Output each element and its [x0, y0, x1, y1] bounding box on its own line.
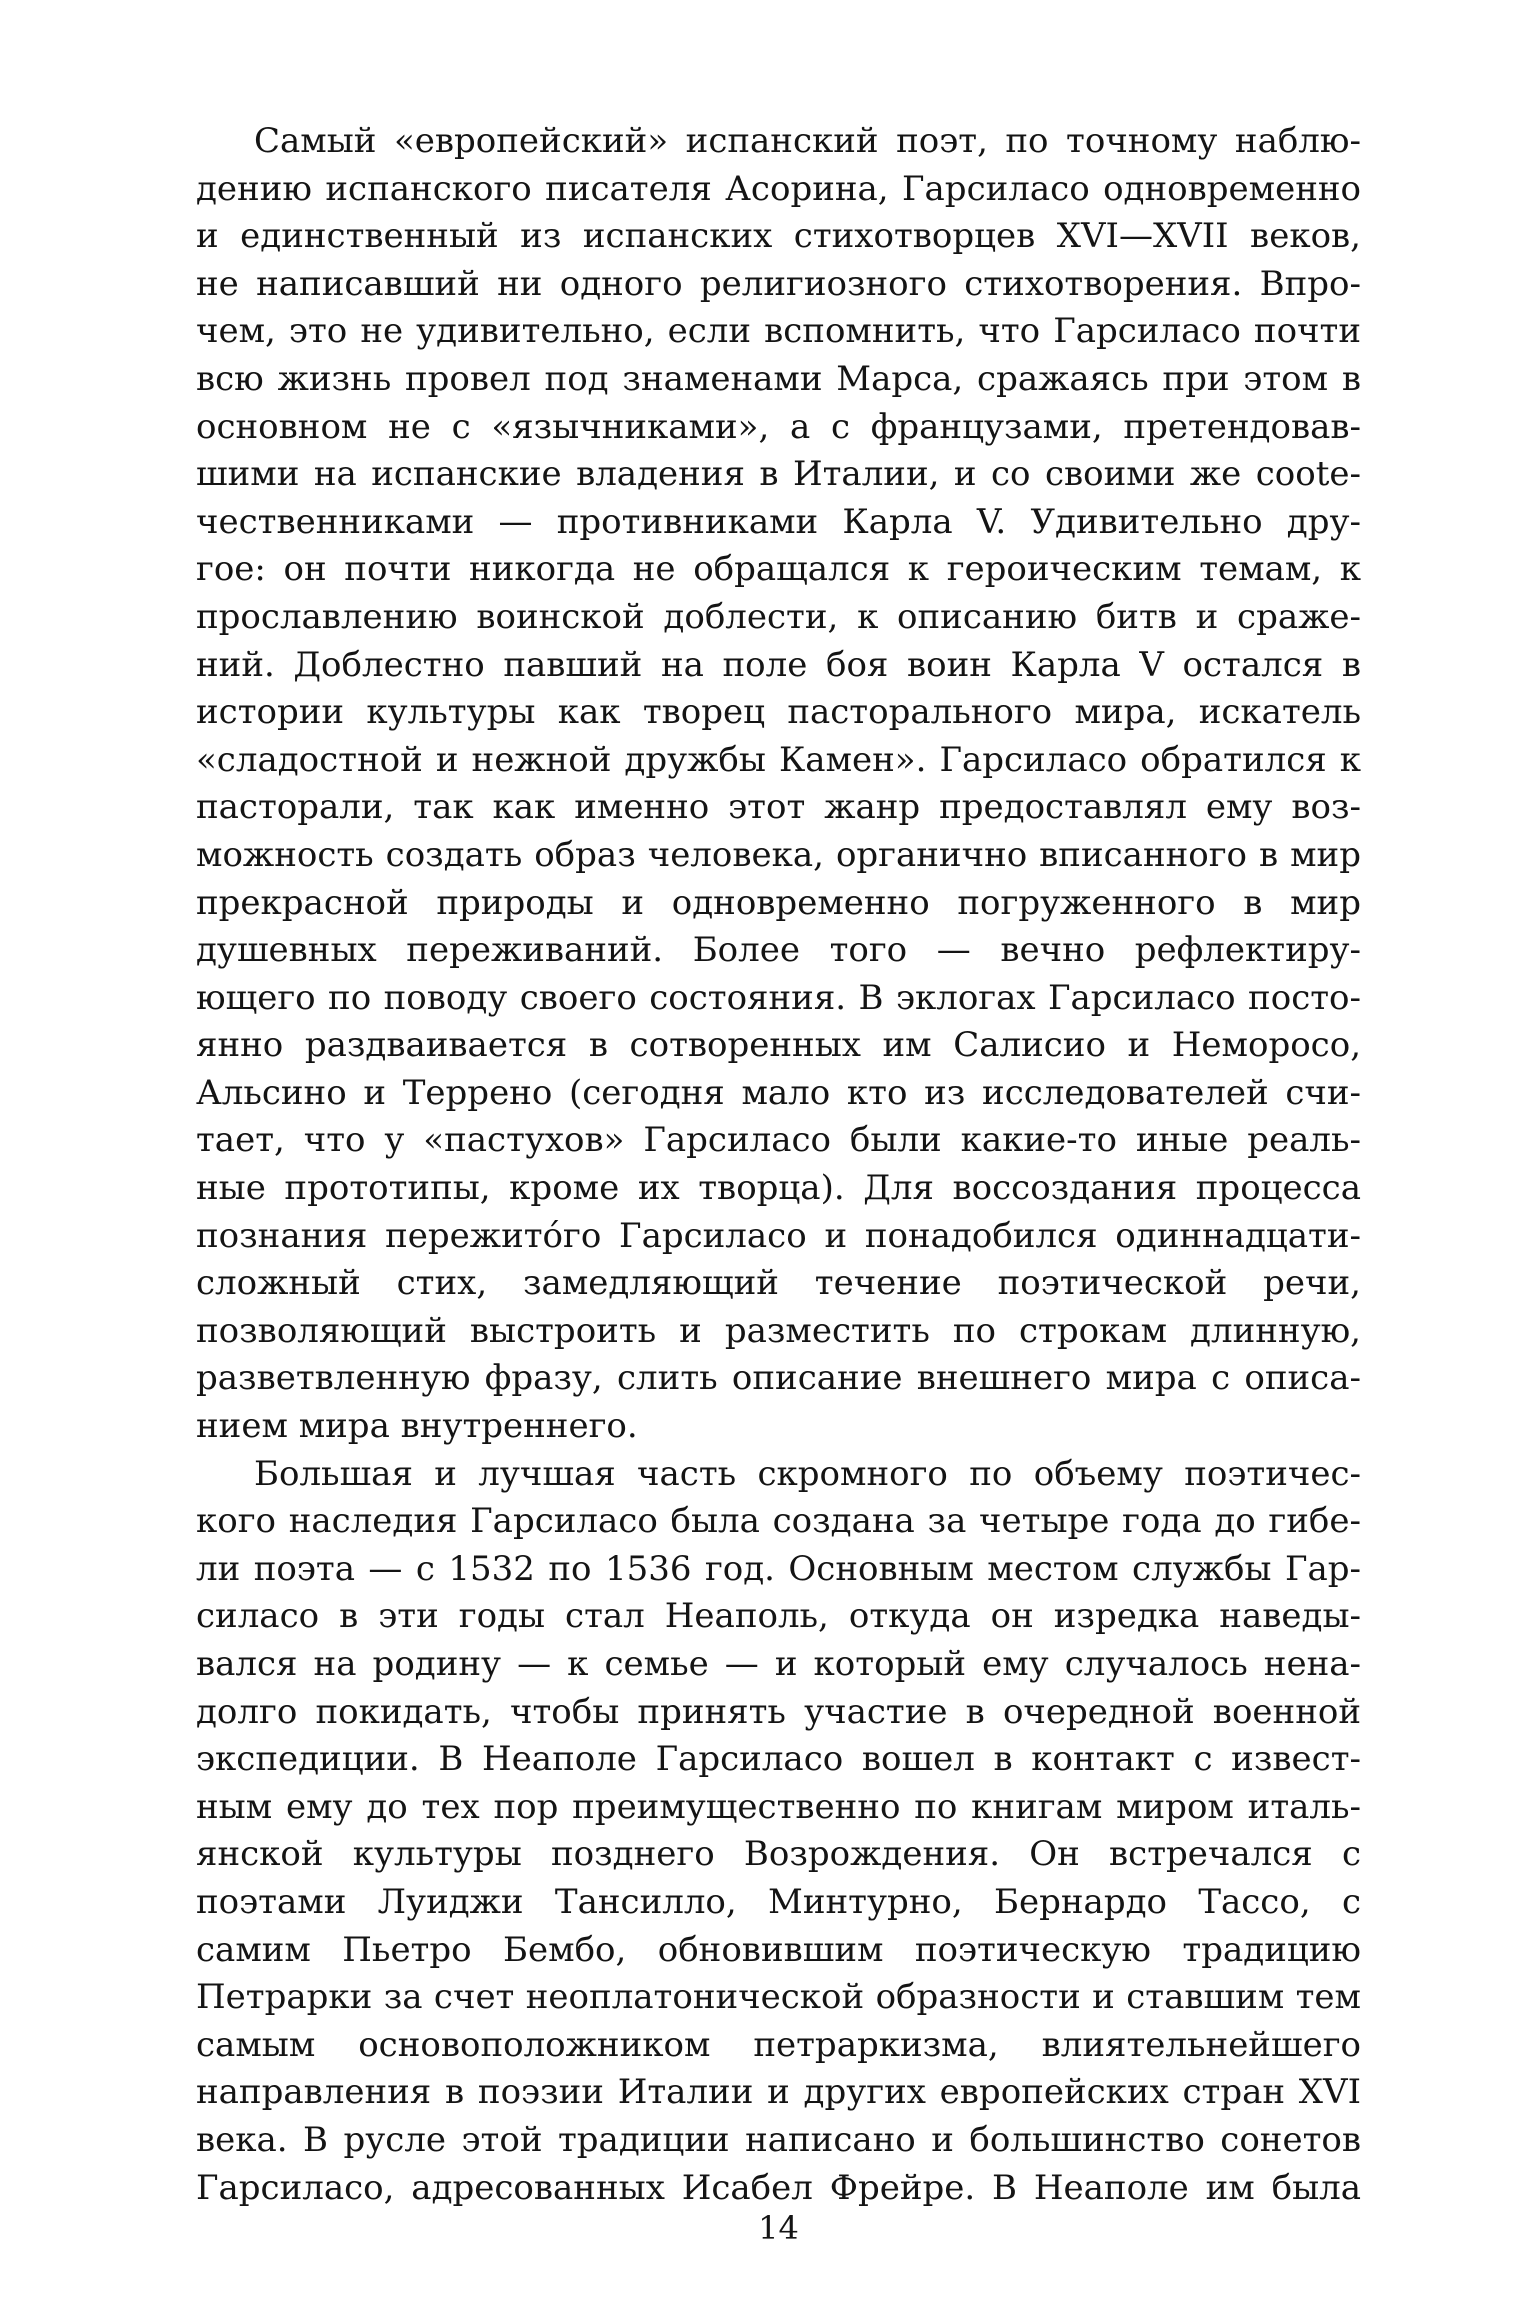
text-line: ний. Доблестно павший на поле боя воин Карла V остался в	[196, 644, 1361, 685]
text-line: всю жизнь провел под знаменами Марса, сражаясь при этом в	[196, 358, 1361, 399]
text-line: можность создать образ человека, органично вписанного в мир	[196, 834, 1361, 875]
text-line: душевных переживаний. Более того — вечно рефлектиру-	[196, 930, 1361, 971]
text-line: сложный стих, замедляющий течение поэтической речи,	[196, 1263, 1361, 1304]
text-line: силасо в эти годы стал Неаполь, откуда он изредка наведы-	[196, 1596, 1361, 1637]
text-line: Большая и лучшая часть скромного по объему поэтичес-	[254, 1453, 1361, 1494]
text-line: кого наследия Гарсиласо была создана за четыре года до гибе-	[196, 1501, 1361, 1542]
text-line: самым основоположником петраркизма, влиятельнейшего	[196, 2024, 1361, 2065]
text-line: янно раздваивается в сотворенных им Салисио и Неморосо,	[196, 1025, 1361, 1066]
text-line: направления в поэзии Италии и других европейских стран XVI	[196, 2072, 1361, 2113]
text-line: ющего по поводу своего состояния. В эклогах Гарсиласо посто-	[196, 977, 1361, 1018]
text-line: гое: он почти никогда не обращался к героическим темам, к	[196, 549, 1361, 590]
text-line: чественниками — противниками Карла V. Удивительно дру-	[196, 501, 1361, 542]
text-line: чем, это не удивительно, если вспомнить, что Гарсиласо почти	[196, 311, 1361, 352]
book-page	[196, 118, 1361, 2247]
text-line: позволяющий выстроить и разместить по строкам длинную,	[196, 1310, 1361, 1351]
text-line: ли поэта — с 1532 по 1536 год. Основным местом службы Гар-	[196, 1548, 1361, 1589]
text-line: прекрасной природы и одновременно погруженного в мир	[196, 882, 1361, 923]
text-line: самим Пьетро Бембо, обновившим поэтическую традицию	[196, 1929, 1361, 1970]
page-number: 14	[758, 2209, 799, 2247]
text-line: нием мира внутреннего.	[196, 1406, 638, 1447]
text-line: основном не с «язычниками», а с французами, претендовав-	[196, 406, 1361, 447]
text-line: ные прототипы, кроме их творца). Для воссоздания процесса	[196, 1168, 1361, 1209]
text-line: дению испанского писателя Асорина, Гарсиласо одновременно	[196, 168, 1361, 209]
text-line: тает, что у «пастухов» Гарсиласо были какие-то иные реаль-	[196, 1120, 1361, 1161]
text-line: познания пережитóго Гарсиласо и понадобился одиннадцати-	[196, 1215, 1361, 1256]
text-line: «сладостной и нежной дружбы Камен». Гарсиласо обратился к	[196, 739, 1361, 780]
text-line: не написавший ни одного религиозного стихотворения. Впро-	[196, 263, 1361, 304]
text-column	[196, 118, 1361, 2212]
text-line: Самый «европейский» испанский поэт, по точному наблю-	[254, 121, 1361, 161]
text-line: экспедиции. В Неаполе Гарсиласо вошел в контакт с извест-	[196, 1739, 1361, 1780]
text-line: и единственный из испанских стихотворцев XVI—XVII веков,	[196, 216, 1361, 257]
text-line: ным ему до тех пор преимущественно по книгам миром италь-	[196, 1786, 1361, 1827]
text-line: Петрарки за счет неоплатонической образности и ставшим тем	[196, 1977, 1361, 2018]
text-line: янской культуры позднего Возрождения. Он встречался с	[196, 1834, 1361, 1875]
text-line: долго покидать, чтобы принять участие в очередной военной	[196, 1691, 1361, 1732]
text-line: истории культуры как творец пасторального мира, искатель	[196, 692, 1361, 733]
text-line: Гарсиласо, адресованных Исабел Фрейре. В Неаполе им была	[196, 2167, 1361, 2208]
text-line: поэтами Луиджи Тансилло, Минтурно, Бернардо Тассо, с	[196, 1881, 1361, 1922]
text-line: века. В русле этой традиции написано и большинство сонетов	[196, 2119, 1361, 2160]
text-line: вался на родину — к семье — и который ему случалось нена-	[196, 1644, 1361, 1684]
text-line: разветвленную фразу, слить описание внешнего мира с описа-	[196, 1358, 1361, 1399]
text-line: пасторали, так как именно этот жанр предоставлял ему воз-	[196, 787, 1361, 828]
text-line: прославлению воинской доблести, к описанию битв и сраже-	[196, 596, 1361, 637]
text-line: Альсино и Террено (сегодня мало кто из исследователей счи-	[196, 1072, 1361, 1113]
text-line: шими на испанские владения в Италии, и со своими же соote-	[196, 454, 1361, 495]
